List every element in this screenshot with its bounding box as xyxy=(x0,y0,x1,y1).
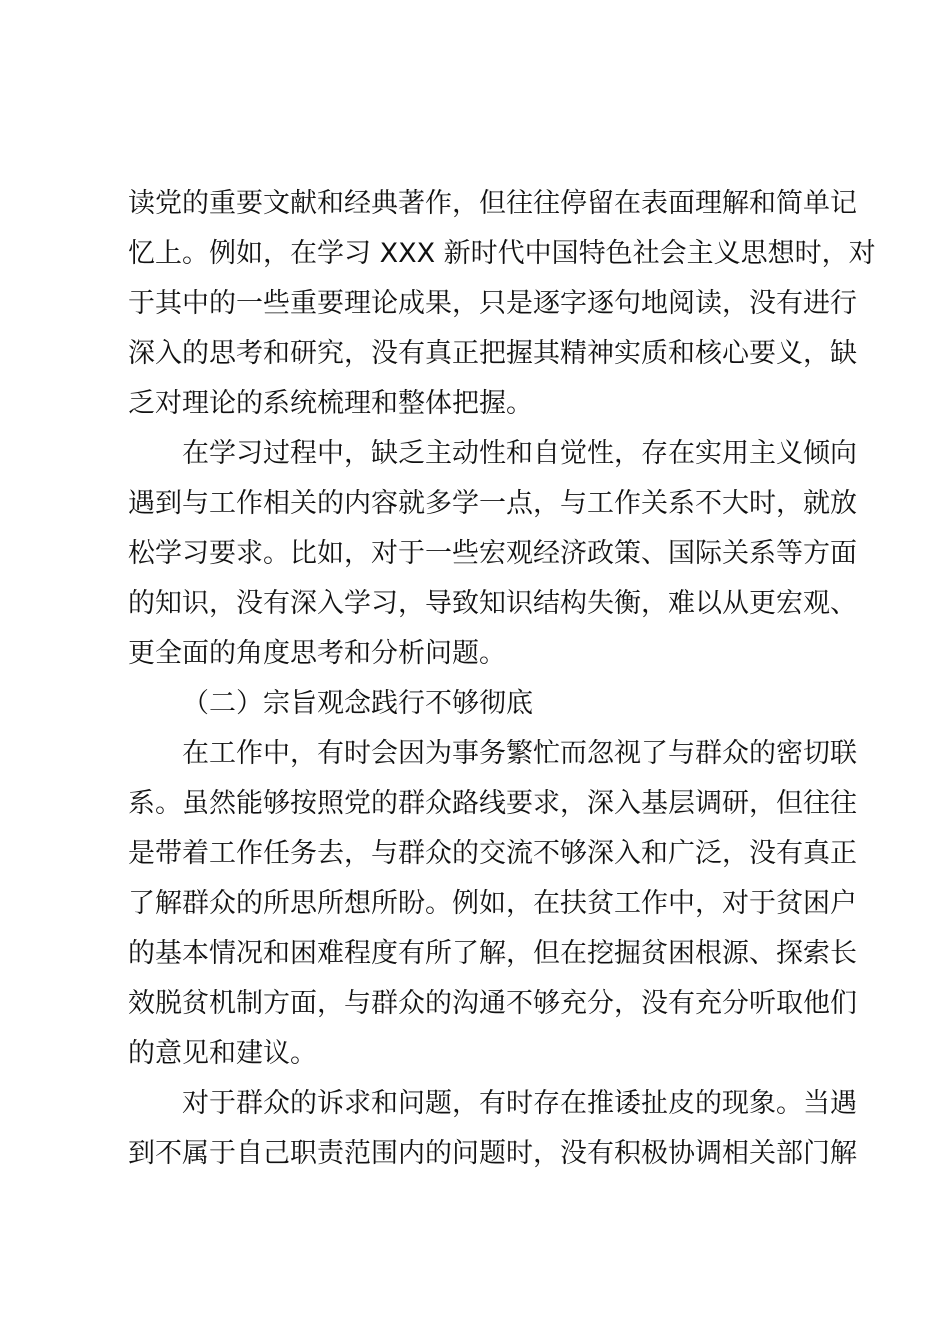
text-line: 对于群众的诉求和问题，有时存在推诿扯皮的现象。当遇 xyxy=(182,1088,857,1119)
text-line: 在工作中，有时会因为事务繁忙而忽视了与群众的密切联 xyxy=(182,738,857,769)
text-line: 忆上。例如，在学习 XXX 新时代中国特色社会主义思想时，对 xyxy=(128,238,876,269)
text-line: 读党的重要文献和经典著作，但往往停留在表面理解和简单记 xyxy=(128,188,857,219)
body-text xyxy=(128,179,876,1179)
text-line: 更全面的角度思考和分析问题。 xyxy=(128,638,506,669)
text-line: 效脱贫机制方面，与群众的沟通不够充分，没有充分听取他们 xyxy=(128,988,857,1019)
text-line: 深入的思考和研究，没有真正把握其精神实质和核心要义，缺 xyxy=(128,338,857,369)
text-line: 于其中的一些重要理论成果，只是逐字逐句地阅读，没有进行 xyxy=(128,288,857,319)
text-line: 乏对理论的系统梳理和整体把握。 xyxy=(128,388,533,419)
text-line: 了解群众的所思所想所盼。例如，在扶贫工作中，对于贫困户 xyxy=(128,888,857,919)
text-line: 的知识，没有深入学习，导致知识结构失衡，难以从更宏观、 xyxy=(128,588,857,619)
text-line: 遇到与工作相关的内容就多学一点，与工作关系不大时，就放 xyxy=(128,488,857,519)
text-line: 系。虽然能够按照党的群众路线要求，深入基层调研，但往往 xyxy=(128,788,857,819)
text-line: 的意见和建议。 xyxy=(128,1038,317,1069)
text-line: 在学习过程中，缺乏主动性和自觉性，存在实用主义倾向 xyxy=(182,438,857,469)
text-line: 是带着工作任务去，与群众的交流不够深入和广泛，没有真正 xyxy=(128,838,857,869)
text-line: 的基本情况和困难程度有所了解，但在挖掘贫困根源、探索长 xyxy=(128,938,857,969)
text-line: 到不属于自己职责范围内的问题时，没有积极协调相关部门解 xyxy=(128,1138,857,1169)
section-heading: （二）宗旨观念践行不够彻底 xyxy=(182,688,533,719)
text-line: 松学习要求。比如，对于一些宏观经济政策、国际关系等方面 xyxy=(128,538,857,569)
